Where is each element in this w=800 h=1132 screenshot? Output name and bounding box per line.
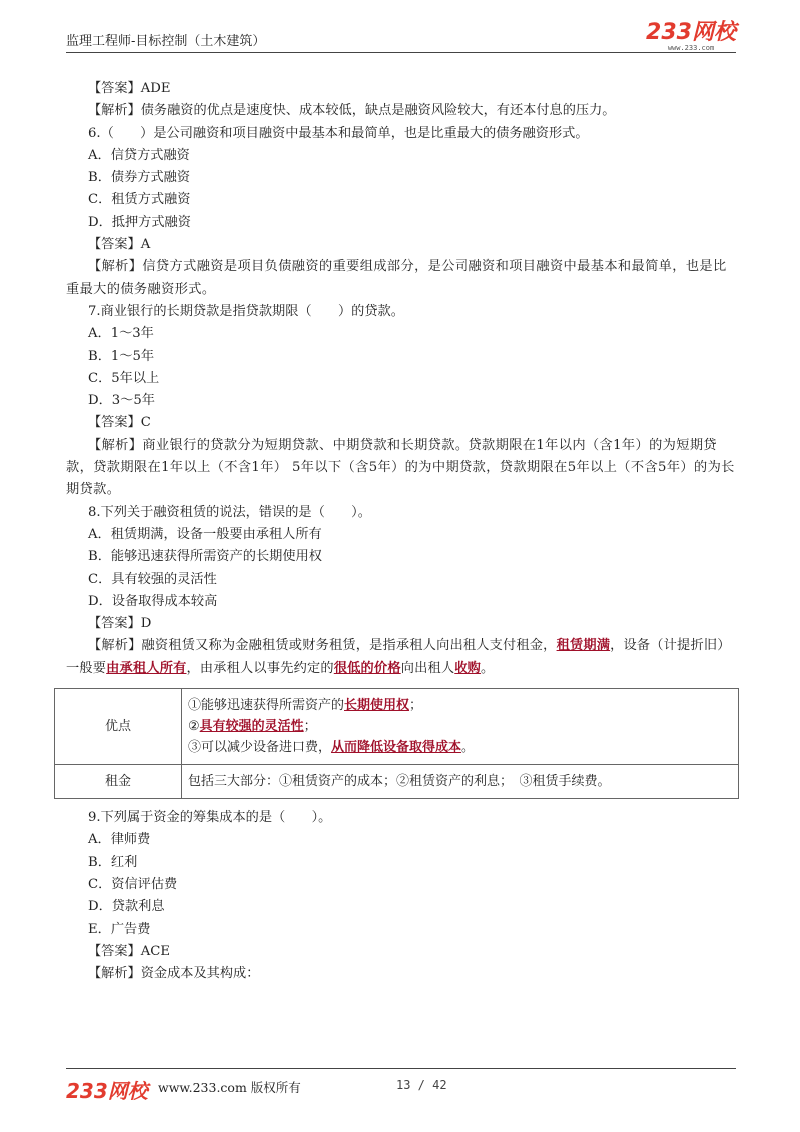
answer-option: A．信贷方式融资 [88,147,190,163]
text-line: 【答案】ACE [88,943,170,959]
answer-option: C．租赁方式融资 [88,192,191,208]
answer-option: E．广告费 [88,921,151,937]
table-cell-rent: 包括三大部分：①租赁资产的成本；②租赁资产的利息； ③租赁手续费。 [182,765,739,799]
text-line: 【解析】债务融资的优点是速度快、成本较低，缺点是融资风险较大，有还本付息的压力。 [88,103,616,119]
brand-logo[interactable] [636,22,746,53]
question-block-d [66,807,736,985]
table-cell-advantages: ①能够迅速获得所需资产的长期使用权； ②具有较强的灵活性； ③可以减少设备进口费，从而降低设备取得成本。 [182,689,739,765]
header-rule [66,52,736,53]
question-block-a [66,78,736,256]
answer-option: D．3～5年 [88,393,155,409]
answer-option: B．债券方式融资 [88,170,191,186]
table-head-rent: 租金 [55,765,182,799]
table-head-advantages: 优点 [55,689,182,765]
answer-option: C．具有较强的灵活性 [88,571,217,587]
explanation-q6: 【解析】信贷方式融资是项目负债融资的重要组成部分，是公司融资和项目融资中最基本和最简单，也是比重最大的债务融资形式。 [66,259,727,297]
question-block-c [66,502,736,636]
footer-logo[interactable]: 233网校 [66,1079,148,1103]
question-block-b [66,301,736,435]
highlight-lease-expiry: 租赁期满 [556,638,611,654]
answer-option: A．1～3年 [88,326,154,342]
answer-option: A．律师费 [88,832,151,848]
answer-option: A．租赁期满，设备一般要由承租人所有 [88,526,322,542]
text-line: 【答案】D [88,616,152,632]
logo-text: 233网校 [646,20,736,45]
text-line: 【答案】C [88,415,151,431]
answer-option: D．设备取得成本较高 [88,593,218,609]
page-content [66,78,736,985]
explanation-q8: 【解析】融资租赁又称为金融租赁或财务租赁，是指承租人向出租人支付租金，租赁期满，设备（计提折旧）一般要由承租人所有，由承租人以事先约定的很低的价格向出租人收购。 [66,638,731,676]
answer-option: B．能够迅速获得所需资产的长期使用权 [88,549,322,565]
highlight-lessee-owns: 由承租人所有 [106,660,187,676]
answer-option: B．红利 [88,854,138,870]
text-line: 7.商业银行的长期贷款是指贷款期限（ ）的贷款。 [88,303,404,319]
answer-option: C．5年以上 [88,370,160,386]
financial-lease-table [54,688,739,799]
table-row-rent [55,765,739,799]
highlight-low-price: 很低的价格 [333,660,401,676]
explanation-q7: 【解析】商业银行的贷款分为短期贷款、中期贷款和长期贷款。贷款期限在1年以内（含1年）的为短期贷款，贷款期限在1年以上（不含1年） 5年以下（含5年）的为中期贷款，贷款期限在5年以上（不含5年）的为长期贷款。 [66,437,735,498]
page-header-title: 监理工程师-目标控制（土木建筑） [66,34,266,49]
highlight-purchase: 收购 [454,660,482,676]
text-line: 6.（ ）是公司融资和项目融资中最基本和最简单，也是比重最大的债务融资形式。 [88,125,589,141]
text-line: 【解析】资金成本及其构成： [88,966,260,982]
text-line: 【答案】A [88,237,151,253]
answer-option: C．资信评估费 [88,876,178,892]
text-line: 8.下列关于融资租赁的说法，错误的是（ ）。 [88,504,371,520]
logo-url: www.233.com [667,44,715,52]
table-row-advantages [55,689,739,765]
answer-option: B．1～5年 [88,348,155,364]
text-line: 9.下列属于资金的筹集成本的是（ ）。 [88,810,332,826]
answer-option: D．抵押方式融资 [88,214,191,230]
footer-rule [66,1068,736,1069]
answer-option: D．贷款利息 [88,899,165,915]
page-number: 13 / 42 [396,1078,447,1092]
footer-copyright: www.233.com 版权所有 [158,1080,301,1095]
text-line: 【答案】ADE [88,81,171,96]
